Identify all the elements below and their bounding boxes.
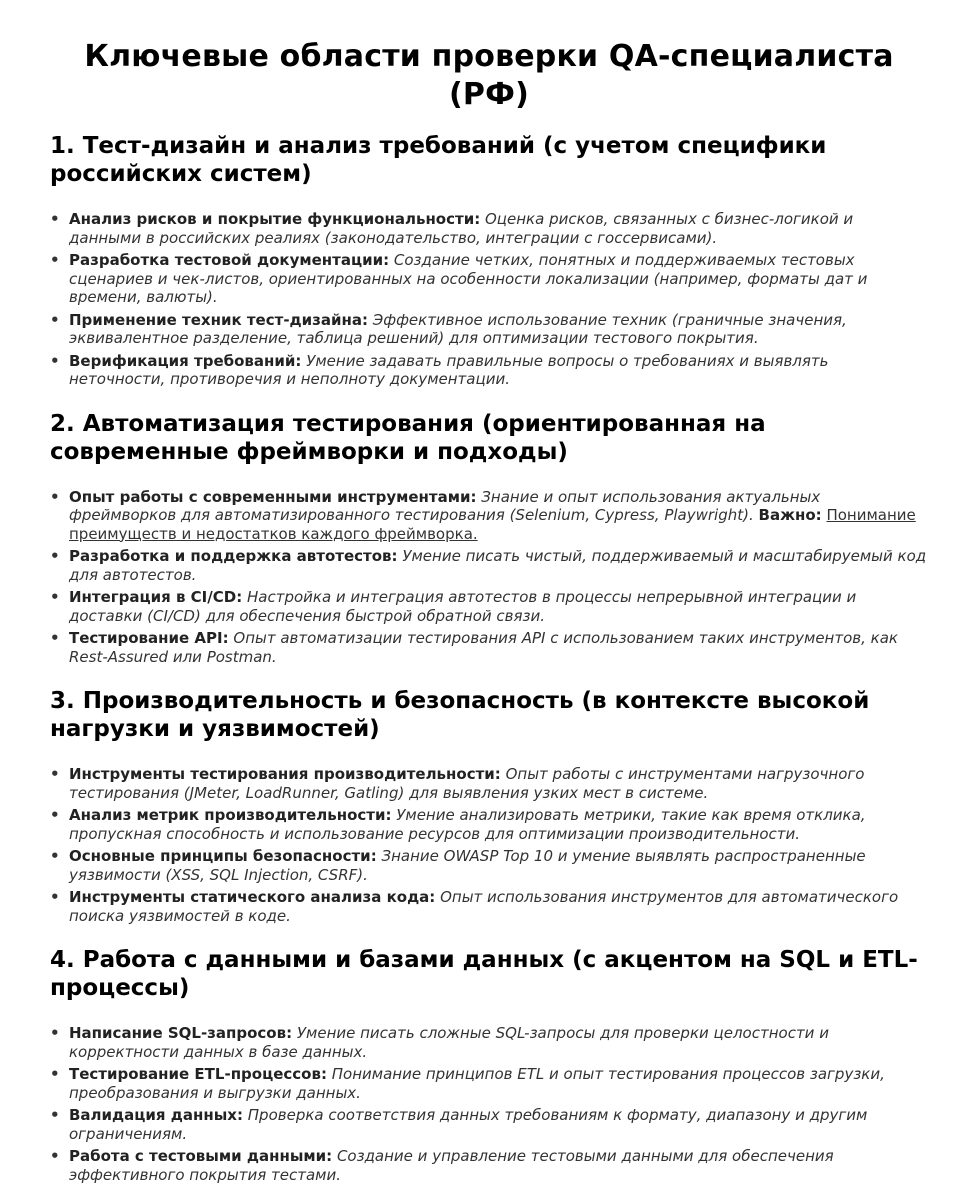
section-heading: 3. Производительность и безопасность (в контексте высокой нагрузки и уязвимостей)	[50, 688, 870, 742]
bullet-list	[50, 1024, 928, 1184]
item-text: Понимание принципов ETL и опыт тестирования процессов загрузки, преобразования и выгрузки данных.	[69, 1065, 885, 1102]
item-text: Умение писать сложные SQL-запросы для проверки целостности и корректности данных в базе данных.	[69, 1024, 829, 1061]
list-item	[50, 588, 928, 625]
item-label: Написание SQL-запросов:	[69, 1024, 293, 1042]
list-item	[50, 1147, 928, 1184]
item-text: Знание и опыт использования актуальных фреймворков для автоматизированного тестирования (Selenium, Cypress, Playwright).	[69, 487, 821, 524]
item-label: Тестирование API:	[69, 629, 229, 647]
item-label: Валидация данных:	[69, 1106, 243, 1124]
list-item	[50, 1065, 928, 1102]
list-item	[50, 210, 928, 247]
bullet-list	[50, 765, 928, 925]
item-label: Применение техник тест-дизайна:	[69, 310, 368, 329]
item-text: Умение анализировать метрики, такие как время отклика, пропускная способность и использование ресурсов для оптимизации производительности.	[69, 806, 866, 843]
list-item	[50, 1106, 928, 1143]
item-text: Проверка соответствия данных требованиям к формату, диапазону и другим ограничениям.	[69, 1106, 868, 1143]
list-item	[50, 488, 928, 544]
section-automation	[50, 410, 928, 667]
list-item	[50, 352, 928, 389]
list-item	[50, 1024, 928, 1061]
bullet-list	[50, 210, 928, 389]
list-item	[50, 547, 928, 584]
section-heading: 4. Работа с данными и базами данных (с акцентом на SQL и ETL-процессы)	[50, 947, 918, 1001]
section-performance-security	[50, 687, 928, 925]
section-data-databases	[50, 946, 928, 1184]
item-text: Опыт работы с инструментами нагрузочного тестирования (JMeter, LoadRunner, Gatling) для выявления узких мест в системе.	[69, 765, 865, 802]
item-text: Оценка рисков, связанных с бизнес-логикой и данными в российских реалиях (законодательство, интеграции с госсервисами).	[69, 210, 854, 247]
item-label: Опыт работы с современными инструментами:	[69, 487, 477, 506]
item-label: Интеграция в CI/CD:	[69, 588, 243, 606]
important-text: Понимание преимуществ и недостатков каждого фреймворка.	[69, 506, 916, 543]
item-label: Основные принципы безопасности:	[69, 847, 377, 865]
list-item	[50, 847, 928, 884]
item-text: Настройка и интеграция автотестов в процессы непрерывной интеграции и доставки (CI/CD) для обеспечения быстрой обратной связи.	[69, 588, 857, 625]
important-label: Важно:	[758, 506, 822, 524]
item-text: Опыт автоматизации тестирования API с использованием таких инструментов, как Rest-Assured или Postman.	[69, 629, 898, 666]
item-label: Верификация требований:	[69, 351, 302, 370]
item-label: Разработка тестовой документации:	[69, 251, 390, 269]
list-item	[50, 888, 928, 925]
item-label: Инструменты статического анализа кода:	[69, 888, 436, 906]
item-text: Создание и управление тестовыми данными для обеспечения эффективного покрытия тестами.	[69, 1147, 834, 1184]
item-text: Опыт использования инструментов для автоматического поиска уязвимостей в коде.	[69, 888, 899, 925]
item-text: Эффективное использование техник (граничные значения, эквивалентное разделение, таблица решений) для оптимизации тестового покрытия.	[69, 310, 847, 347]
item-label: Анализ рисков и покрытие функциональности:	[69, 210, 481, 228]
list-item	[50, 765, 928, 802]
item-label: Инструменты тестирования производительности:	[69, 765, 501, 783]
list-item	[50, 629, 928, 666]
list-item	[50, 806, 928, 843]
item-label: Разработка и поддержка автотестов:	[69, 547, 398, 565]
item-text: Умение задавать правильные вопросы о требованиях и выявлять неточности, противоречия и неполноту документации.	[69, 351, 829, 388]
section-test-design	[50, 132, 928, 389]
bullet-list	[50, 488, 928, 667]
item-text: Знание OWASP Top 10 и умение выявлять распространенные уязвимости (XSS, SQL Injection, CSRF).	[69, 847, 866, 884]
item-label: Тестирование ETL-процессов:	[69, 1065, 327, 1083]
item-label: Анализ метрик производительности:	[69, 806, 392, 824]
item-text: Умение писать чистый, поддерживаемый и масштабируемый код для автотестов.	[69, 547, 927, 584]
section-heading: 1. Тест-дизайн и анализ требований (с учетом специфики российских систем)	[50, 133, 827, 187]
list-item	[50, 311, 928, 348]
section-heading: 2. Автоматизация тестирования (ориентированная на современные фреймворки и подходы)	[50, 410, 766, 465]
list-item	[50, 251, 928, 307]
page-title: Ключевые области проверки QA-специалиста (РФ)	[84, 39, 894, 112]
item-label: Работа с тестовыми данными:	[69, 1147, 333, 1165]
item-text: Создание четких, понятных и поддерживаемых тестовых сценариев и чек-листов, ориентированных на особенности локализации (например, форматы дат и времени, валюты).	[69, 251, 868, 306]
